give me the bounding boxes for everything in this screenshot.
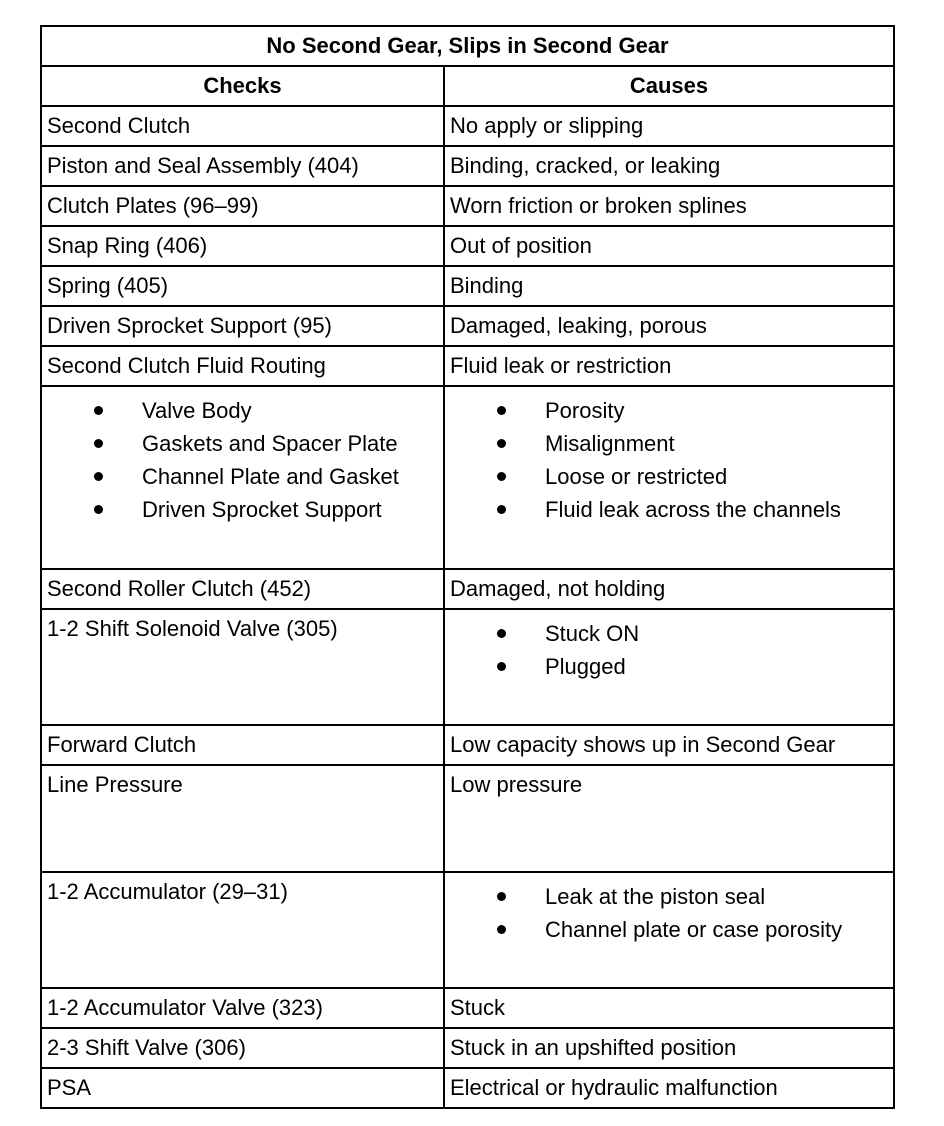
check-cell: Second Clutch Fluid Routing: [41, 346, 444, 386]
cause-list-cell: [444, 386, 894, 569]
table-row: [41, 226, 894, 266]
cause-cell: Worn friction or broken splines: [444, 186, 894, 226]
table-row: [41, 725, 894, 765]
cause-cell: Stuck in an upshifted position: [444, 1028, 894, 1068]
cause-bullet-list: [445, 387, 888, 526]
cause-bullet-list: [445, 873, 888, 946]
list-item: Misalignment: [445, 427, 888, 460]
check-cell: Second Roller Clutch (452): [41, 569, 444, 609]
list-item: Gaskets and Spacer Plate: [42, 427, 438, 460]
table-row: [41, 1028, 894, 1068]
cause-cell: Low capacity shows up in Second Gear: [444, 725, 894, 765]
list-item: Porosity: [445, 394, 888, 427]
table-title: No Second Gear, Slips in Second Gear: [41, 26, 894, 66]
cause-cell: Binding: [444, 266, 894, 306]
check-cell: 1-2 Accumulator (29–31): [41, 872, 444, 988]
table-row: [41, 266, 894, 306]
check-cell: PSA: [41, 1068, 444, 1108]
list-item: Channel Plate and Gasket: [42, 460, 438, 493]
table-row: [41, 346, 894, 386]
check-cell: 1-2 Accumulator Valve (323): [41, 988, 444, 1028]
table-row: [41, 146, 894, 186]
cause-cell: Binding, cracked, or leaking: [444, 146, 894, 186]
cause-cell: Low pressure: [444, 765, 894, 872]
cause-cell: Stuck: [444, 988, 894, 1028]
diagnosis-table: [40, 25, 895, 1109]
list-item: Channel plate or case porosity: [445, 913, 888, 946]
cause-list-cell: [444, 872, 894, 988]
cause-cell: Fluid leak or restriction: [444, 346, 894, 386]
check-cell: Snap Ring (406): [41, 226, 444, 266]
table-row: [41, 106, 894, 146]
table-row: [41, 609, 894, 725]
check-cell: Line Pressure: [41, 765, 444, 872]
list-item: Driven Sprocket Support: [42, 493, 438, 526]
list-item: Plugged: [445, 650, 888, 683]
table-row: [41, 988, 894, 1028]
header-checks: Checks: [41, 66, 444, 106]
list-item: Fluid leak across the channels: [445, 493, 888, 526]
table-row: [41, 569, 894, 609]
table-row: [41, 765, 894, 872]
table-row: [41, 1068, 894, 1108]
cause-cell: No apply or slipping: [444, 106, 894, 146]
list-item: Loose or restricted: [445, 460, 888, 493]
check-cell: 2-3 Shift Valve (306): [41, 1028, 444, 1068]
list-item: Stuck ON: [445, 617, 888, 650]
check-cell: Spring (405): [41, 266, 444, 306]
cause-cell: Damaged, not holding: [444, 569, 894, 609]
cause-cell: Electrical or hydraulic malfunction: [444, 1068, 894, 1108]
check-cell: Clutch Plates (96–99): [41, 186, 444, 226]
table-row: [41, 872, 894, 988]
table-row: [41, 386, 894, 569]
list-item: Leak at the piston seal: [445, 880, 888, 913]
table-title-row: [41, 26, 894, 66]
table-header-row: [41, 66, 894, 106]
check-cell: Driven Sprocket Support (95): [41, 306, 444, 346]
cause-list-cell: [444, 609, 894, 725]
table-row: [41, 186, 894, 226]
check-bullet-list: [42, 387, 438, 526]
cause-bullet-list: [445, 610, 888, 683]
check-cell: Piston and Seal Assembly (404): [41, 146, 444, 186]
check-cell: Forward Clutch: [41, 725, 444, 765]
list-item: Valve Body: [42, 394, 438, 427]
cause-cell: Damaged, leaking, porous: [444, 306, 894, 346]
table-row: [41, 306, 894, 346]
check-list-cell: [41, 386, 444, 569]
header-causes: Causes: [444, 66, 894, 106]
check-cell: Second Clutch: [41, 106, 444, 146]
check-cell: 1-2 Shift Solenoid Valve (305): [41, 609, 444, 725]
cause-cell: Out of position: [444, 226, 894, 266]
